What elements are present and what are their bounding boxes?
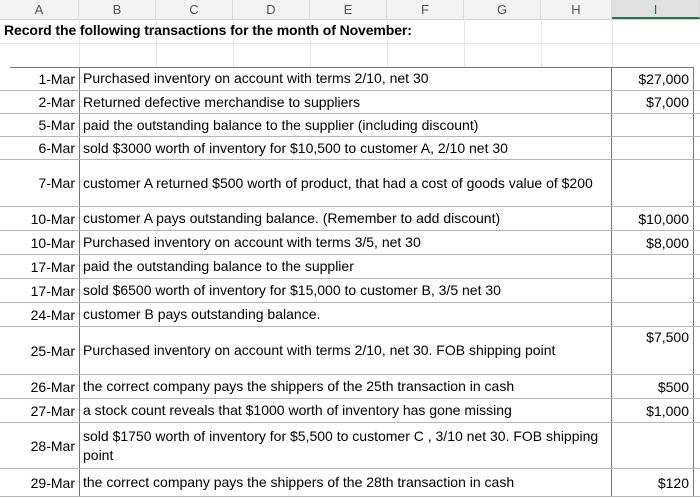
description-cell[interactable]: Purchased inventory on account with terms 2/10, net 30. FOB shipping point	[79, 327, 612, 374]
column-header-i[interactable]: I	[612, 0, 700, 19]
date-cell[interactable]: 17-Mar	[30, 258, 75, 275]
date-cell[interactable]: 27-Mar	[30, 402, 75, 419]
description-cell[interactable]: the correct company pays the shippers of the 25th transaction in cash	[79, 375, 612, 398]
amount-cell[interactable]: $8,000	[612, 231, 694, 254]
date-cell[interactable]: 17-Mar	[30, 282, 75, 299]
amount-cell[interactable]: $1,000	[612, 399, 694, 422]
amount-cell[interactable]: $7,000	[612, 91, 694, 113]
table-row[interactable]	[0, 114, 700, 137]
amount-cell[interactable]	[612, 160, 694, 206]
table-row[interactable]	[0, 207, 700, 231]
amount-cell[interactable]: $120	[612, 469, 694, 496]
date-cell[interactable]: 29-Mar	[30, 474, 75, 491]
gridline	[464, 19, 465, 67]
date-cell[interactable]: 10-Mar	[30, 210, 75, 227]
table-row[interactable]	[0, 91, 700, 114]
amount-cell[interactable]	[612, 303, 694, 326]
table-row[interactable]	[0, 160, 700, 207]
date-cell[interactable]: 24-Mar	[30, 306, 75, 323]
column-header-e[interactable]: E	[310, 0, 387, 19]
table-row[interactable]	[0, 375, 700, 399]
amount-cell[interactable]	[612, 255, 694, 278]
column-header-bar	[0, 0, 700, 20]
amount-cell[interactable]: $10,000	[612, 207, 694, 230]
amount-cell[interactable]	[612, 423, 694, 468]
column-header-h[interactable]: H	[541, 0, 612, 19]
date-cell[interactable]: 6-Mar	[38, 140, 75, 156]
amount-cell[interactable]	[612, 114, 694, 136]
description-cell[interactable]: paid the outstanding balance to the supplier	[79, 255, 612, 278]
column-header-c[interactable]: C	[156, 0, 233, 19]
sheet-title[interactable]: Record the following transactions for the month of November:	[4, 22, 412, 38]
description-cell[interactable]: Returned defective merchandise to suppliers	[79, 91, 612, 113]
table-row[interactable]	[0, 137, 700, 160]
amount-cell[interactable]: $7,500	[612, 327, 694, 374]
column-header-a[interactable]: A	[0, 0, 79, 19]
description-cell[interactable]: sold $1750 worth of inventory for $5,500 to customer C , 3/10 net 30. FOB shipping point	[79, 423, 612, 468]
table-row[interactable]	[0, 399, 700, 423]
amount-cell[interactable]: $500	[612, 375, 694, 398]
date-cell[interactable]: 7-Mar	[38, 175, 75, 191]
table-row[interactable]	[0, 255, 700, 279]
gridline	[541, 19, 542, 67]
date-cell[interactable]: 5-Mar	[38, 117, 75, 133]
date-cell[interactable]: 25-Mar	[30, 342, 75, 359]
gridline	[612, 19, 613, 67]
table-row[interactable]	[0, 423, 700, 469]
column-header-g[interactable]: G	[464, 0, 541, 19]
description-cell[interactable]: customer B pays outstanding balance.	[79, 303, 612, 326]
amount-cell[interactable]	[612, 279, 694, 302]
table-row[interactable]	[0, 469, 700, 497]
date-cell[interactable]: 26-Mar	[30, 378, 75, 395]
date-cell[interactable]: 2-Mar	[38, 94, 75, 110]
column-header-b[interactable]: B	[79, 0, 156, 19]
column-header-f[interactable]: F	[387, 0, 464, 19]
description-cell[interactable]: paid the outstanding balance to the supplier (including discount)	[79, 114, 612, 136]
description-cell[interactable]: customer A returned $500 worth of product, that had a cost of goods value of $200	[79, 160, 612, 206]
description-cell[interactable]: the correct company pays the shippers of the 28th transaction in cash	[79, 469, 612, 496]
date-cell[interactable]: 28-Mar	[30, 437, 75, 454]
table-row[interactable]	[0, 303, 700, 327]
amount-cell[interactable]	[612, 137, 694, 159]
gridline	[0, 43, 700, 44]
description-cell[interactable]: a stock count reveals that $1000 worth of inventory has gone missing	[79, 399, 612, 422]
description-cell[interactable]: Purchased inventory on account with terms 3/5, net 30	[79, 231, 612, 254]
description-cell[interactable]: sold $3000 worth of inventory for $10,500 to customer A, 2/10 net 30	[79, 137, 612, 159]
date-cell[interactable]: 1-Mar	[38, 70, 75, 87]
description-cell[interactable]: Purchased inventory on account with terms 2/10, net 30	[79, 67, 612, 90]
table-row[interactable]	[0, 67, 700, 91]
amount-cell[interactable]: $27,000	[612, 67, 694, 90]
table-row[interactable]	[0, 231, 700, 255]
table-row[interactable]	[0, 279, 700, 303]
description-cell[interactable]: sold $6500 worth of inventory for $15,000 to customer B, 3/5 net 30	[79, 279, 612, 302]
description-cell[interactable]: customer A pays outstanding balance. (Remember to add discount)	[79, 207, 612, 230]
date-cell[interactable]: 10-Mar	[30, 234, 75, 251]
table-row[interactable]	[0, 327, 700, 375]
column-header-d[interactable]: D	[233, 0, 310, 19]
